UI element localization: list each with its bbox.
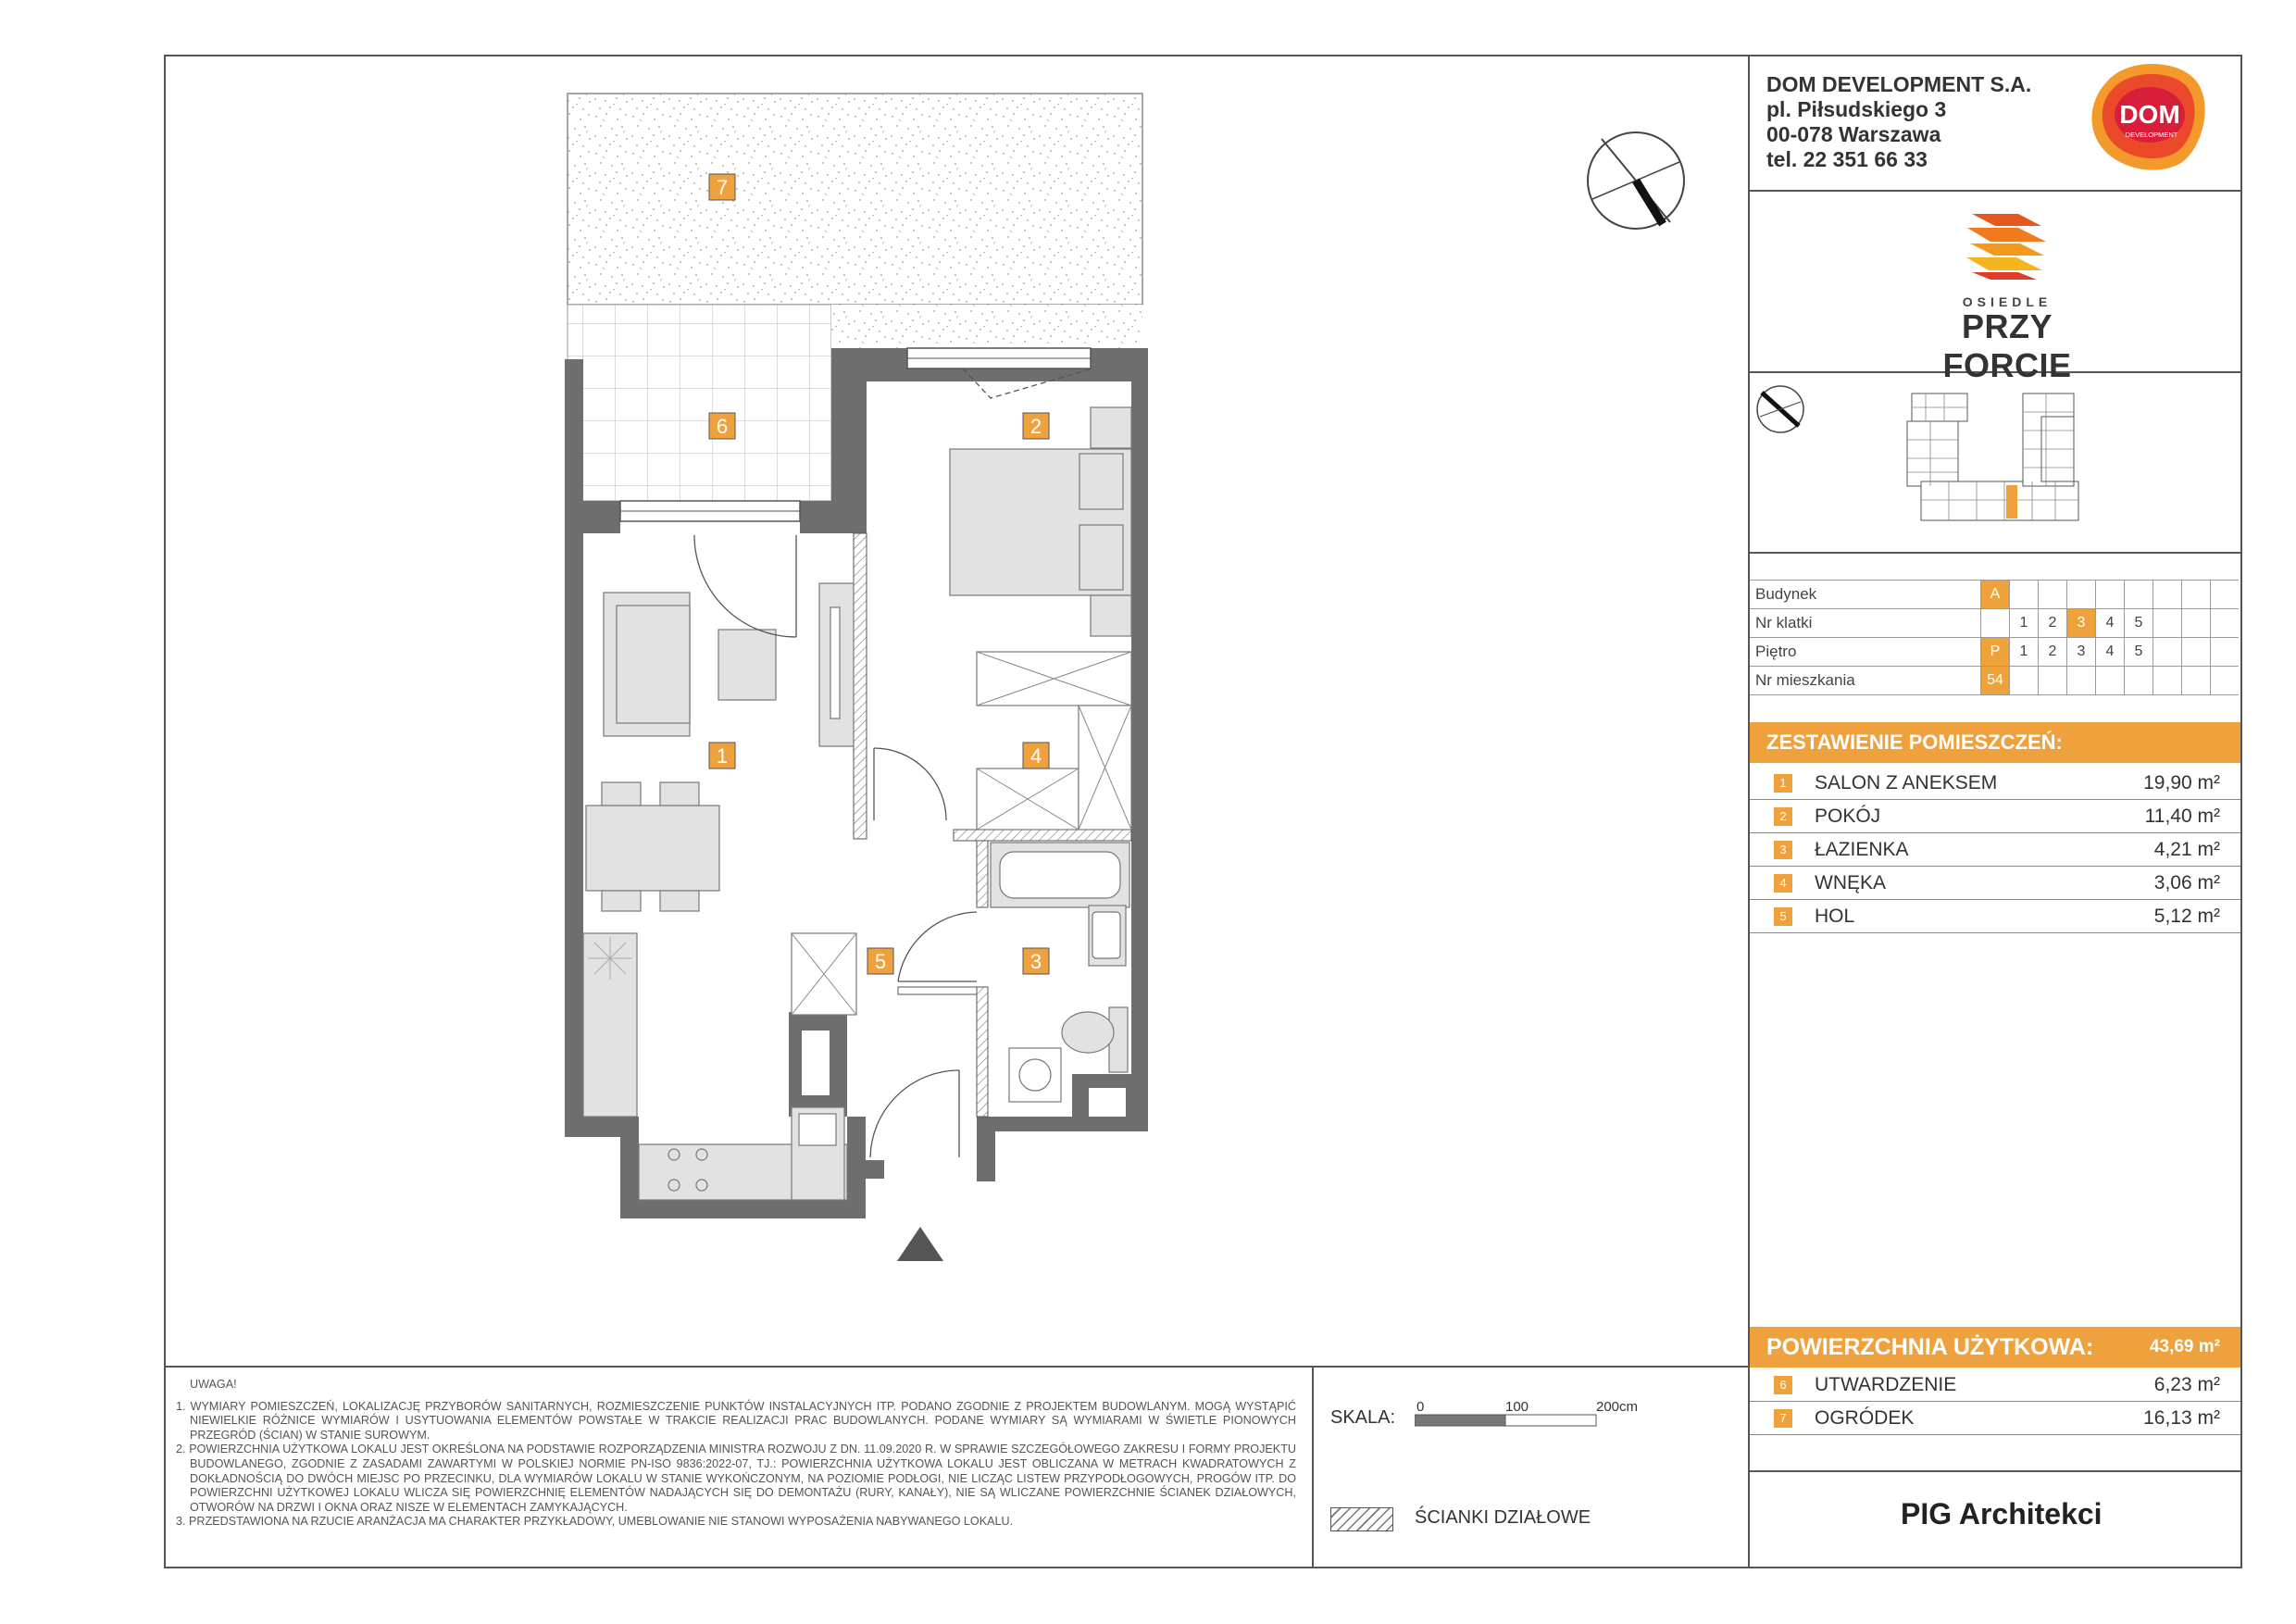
room-tag-5: 5 (874, 950, 887, 973)
extra-area: 16,13 m² (2143, 1407, 2220, 1429)
extra-row (1750, 1402, 2240, 1435)
pietro-3: 3 (2067, 638, 2096, 667)
row-mieszkanie (1750, 667, 2239, 695)
klatka-1: 1 (2010, 609, 2039, 638)
company-street: pl. Piłsudskiego 3 (1766, 97, 1947, 121)
klatka-2: 2 (2039, 609, 2067, 638)
room-area: 5,12 m² (2153, 906, 2220, 927)
company-address (1766, 72, 2031, 172)
klatka-label: Nr klatki (1750, 609, 1981, 638)
notes-divider (164, 1366, 1749, 1368)
usable-area-bar (1750, 1327, 2240, 1368)
room-tag-7: 7 (716, 176, 729, 199)
extra-name: OGRÓDEK (1815, 1407, 1915, 1429)
scale-tick-200: 200cm (1596, 1399, 1639, 1415)
terrace-area (568, 305, 831, 501)
row-pietro (1750, 638, 2239, 667)
room-name: SALON Z ANEKSEM (1815, 772, 1998, 793)
partition-wall (854, 533, 867, 839)
extra-row (1750, 1368, 2240, 1402)
small-north-arrow-icon (1754, 383, 1810, 439)
room-name: WNĘKA (1815, 872, 1887, 893)
estate-logo-small: OSIEDLE (1962, 294, 2053, 309)
tb-divider-4 (1748, 1470, 2242, 1472)
room-row (1750, 800, 2240, 833)
scale-tick-0: 0 (1416, 1399, 1425, 1415)
garden-area (568, 94, 1142, 305)
room-tag-3: 3 (1029, 950, 1042, 973)
north-arrow-icon (1588, 132, 1684, 229)
scale-tick-100: 100 (1505, 1399, 1529, 1415)
tb-divider-3 (1748, 552, 2242, 554)
room-name: HOL (1815, 906, 1855, 927)
row-klatka (1750, 609, 2239, 638)
scale-bar (1415, 1414, 1600, 1429)
przy-forcie-logo-icon (1963, 209, 2055, 281)
room-area: 3,06 m² (2153, 872, 2220, 893)
room-row (1750, 767, 2240, 800)
svg-text:DEVELOPMENT: DEVELOPMENT (2125, 131, 2178, 139)
rooms-summary-header: ZESTAWIENIE POMIESZCZEŃ: (1750, 722, 2240, 763)
company-city: 00-078 Warszawa (1766, 122, 1941, 146)
note-item: 1. WYMIARY POMIESZCZEŃ, LOKALIZACJĘ PRZYBORÓW SANITARNYCH, ROZMIESZCZENIE PUNKTÓW INSTALACYJNYCH ITP. PODANO ZGODNIE Z PROJEKTEM BUDOWLANYM. MOGĄ WYSTĄPIĆ NIEWIELKIE RÓŻNICE WYMIARÓW I USYTUOWANIA ELEMENTÓW POWSTAŁE W TRAKCIE REALIZACJI PRAC BUDOWLANYCH. PODANE WYMIARY SĄ WYMIARAMI W ŚWIETLE PIONOWYCH PRZEGRÓD (ŚCIAN) W STANIE SUROWYM. (176, 1399, 1296, 1442)
klatka-4: 4 (2096, 609, 2125, 638)
room-name: POKÓJ (1815, 806, 1881, 827)
estate-logo-title: PRZY FORCIE (1942, 307, 2072, 384)
note-item: 3. PRZEDSTAWIONA NA RZUCIE ARANŻACJA MA CHARAKTER PRZYKŁADOWY, UMEBLOWANIE NIE STANOWI WYPOSAŻENIA NABYWANEGO LOKALU. (176, 1515, 1014, 1529)
pietro-label: Piętro (1750, 638, 1981, 667)
room-number: 5 (1774, 907, 1792, 926)
company-name: DOM DEVELOPMENT S.A. (1766, 72, 2032, 96)
room-number: 2 (1774, 807, 1792, 826)
svg-text:DOM: DOM (2119, 100, 2180, 129)
room-area: 19,90 m² (2143, 772, 2220, 793)
budynek-label: Budynek (1750, 581, 1981, 609)
apartment-info-table (1750, 580, 2239, 695)
extra-name: UTWARDZENIE (1815, 1374, 1957, 1395)
dom-development-logo (2089, 63, 2209, 172)
room-row (1750, 867, 2240, 900)
company-phone: tel. 22 351 66 33 (1766, 147, 1928, 171)
room-row (1750, 833, 2240, 867)
pietro-p: P (1981, 638, 2010, 667)
mieszkanie-label: Nr mieszkania (1750, 667, 1981, 695)
notes-title: UWAGA! (190, 1378, 237, 1391)
pietro-1: 1 (2010, 638, 2039, 667)
tb-divider-1 (1748, 190, 2242, 192)
budynek-value: A (1981, 581, 2010, 609)
klatka-3: 3 (2067, 609, 2096, 638)
room-tag-4: 4 (1029, 744, 1042, 768)
scale-divider (1312, 1366, 1314, 1568)
room-tag-1: 1 (716, 744, 729, 768)
room-tag-2: 2 (1029, 415, 1042, 438)
scale-label: SKALA: (1330, 1407, 1396, 1428)
usable-area-label: POWIERZCHNIA UŻYTKOWA: (1766, 1334, 2094, 1360)
extra-number: 7 (1774, 1409, 1792, 1428)
partition-hatch-swatch (1330, 1507, 1393, 1531)
notes-section (176, 1378, 1296, 1530)
mieszkanie-value: 54 (1981, 667, 2010, 695)
room-name: ŁAZIENKA (1815, 839, 1909, 860)
pietro-5: 5 (2125, 638, 2153, 667)
note-item: 2. POWIERZCHNIA UŻYTKOWA LOKALU JEST OKREŚLONA NA PODSTAWIE ROZPORZĄDZENIA MINISTRA ROZWOJU Z DN. 11.09.2020 R. W SPRAWIE SZCZEGÓŁOWEGO ZAKRESU I FORMY PROJEKTU BUDOWLANEGO, ZGODNIE Z ZASADAMI ZAWARTYMI W POLSKIEJ NORMIE PN-ISO 9836:2022-07, TJ.: POWIERZCHNIA UŻYTKOWA LOKALU JEST OBLICZANA W METRACH KWADRATOWYCH Z DOKŁADNOŚCIĄ DO DWÓCH MIEJSC PO PRZECINKU, DLA WYMIARÓW LOKALU W STANIE WYKOŃCZONYM, NA POZIOMIE PODŁOGI, NIE LICZĄC LISTEW PRZYPODŁOGOWYCH, PROGÓW ITP. DO POWIERZCHNI UŻYTKOWEJ LOKALU WLICZA SIĘ POWIERZCHNIĘ ELEMENTÓW NADAJĄCYCH SIĘ DO DEMONTAŻU (RURY, KANAŁY), NIE SĄ WLICZANE POWIERZCHNIE ŚCIANEK DZIAŁOWYCH, OTWORÓW NA DRZWI I OKNA ORAZ NISZE W ELEMENTACH ZAMYKAJĄCYCH. (176, 1443, 1296, 1514)
pietro-2: 2 (2039, 638, 2067, 667)
pietro-4: 4 (2096, 638, 2125, 667)
row-budynek (1750, 581, 2239, 609)
partition-legend-label: ŚCIANKI DZIAŁOWE (1415, 1507, 1591, 1528)
extra-number: 6 (1774, 1376, 1792, 1394)
room-row (1750, 900, 2240, 933)
room-tag-6: 6 (716, 415, 729, 438)
klatka-5: 5 (2125, 609, 2153, 638)
entrance-arrow-icon (897, 1227, 943, 1261)
room-area: 4,21 m² (2153, 839, 2220, 860)
room-number: 1 (1774, 774, 1792, 793)
room-number: 3 (1774, 841, 1792, 859)
building-key-map (1903, 389, 2106, 528)
extra-area: 6,23 m² (2153, 1374, 2220, 1395)
usable-area-value: 43,69 m² (2149, 1337, 2220, 1356)
room-area: 11,40 m² (2144, 806, 2220, 827)
architect-name: PIG Architekci (1901, 1497, 2103, 1530)
room-number: 4 (1774, 874, 1792, 893)
